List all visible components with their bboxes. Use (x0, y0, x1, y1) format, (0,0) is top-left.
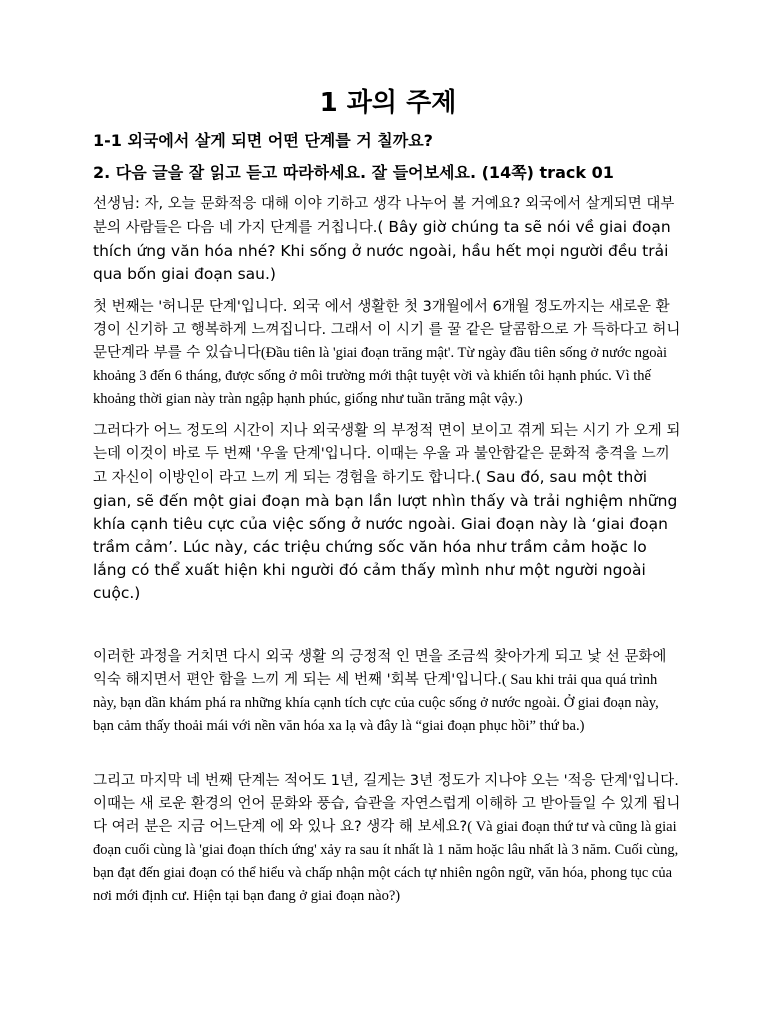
vietnamese-translation: ( Bây giờ chúng ta sẽ nói về giai đoạn thích ứng văn hóa nhé? Khi sống ở nước ngoài, hầu hết mọi người đều trải qua bốn giai đoạn sau.) (93, 218, 671, 283)
section-heading: 1-1 외국에서 살게 되면 어떤 단계를 거 칠까요? (93, 131, 433, 150)
korean-text: 첫 번째는 '허니문 단계'입니다. 외국 에서 생활한 첫 3개월에서 6개월 정도까지는 새로운 환경이 신기하 고 행복하게 느껴집니다. 그래서 이 시기 를 꿀 같은 달콤함으로 가 득하다고 허니문단계라 부를 수 있습니다 (93, 299, 681, 361)
paragraph-adaptation (93, 770, 683, 908)
paragraph-intro (93, 193, 683, 286)
korean-text: 선생님: 자, 오늘 문화적응 대해 이야 기하고 생각 나누어 볼 거예요? 외국에서 살게되면 대부 분의 사람들은 다음 네 가지 단계를 거칩니다. (93, 196, 675, 236)
vietnamese-translation: (Đầu tiên là 'giai đoạn trăng mật'. Từ ngày đầu tiên sống ở nước ngoài khoảng 3 đến 6 tháng, được sống ở môi trường mới thật tuyệt vời và khiến tôi hạnh phúc. Vì thế khoảng thời gian này tràn ngập hạnh phúc, giống như tuần trăng mật vậy.) (93, 345, 667, 407)
korean-text: 그러다가 어느 정도의 시간이 지나 외국생활 의 부정적 면이 보이고 겪게 되는 시기 가 오게 되는데 이것이 바로 두 번째 '우울 단계'입니다. 이때는 우울 과 불안함같은 문화적 충격을 느끼고 자신이 이방인이 라고 느끼 게 되는 경험을 하기도 합니다. (93, 423, 681, 486)
paragraph-depression (93, 420, 683, 605)
paragraph-recovery (93, 646, 683, 738)
korean-text: 그리고 마지막 네 번째 단계는 적어도 1년, 길게는 3년 정도가 지나야 오는 '적응 단계'입니다. 이때는 새 로운 환경의 언어 문화와 풍습, 습관을 자연스럽게 이해하 고 받아들일 수 있게 됩니다 여러 분은 지금 어느단계 에 와 있나 요? 생각 해 보세요? (93, 773, 681, 835)
paragraph-honeymoon (93, 296, 683, 411)
vietnamese-translation: ( Sau khi trải qua quá trình này, bạn dần khám phá ra những khía cạnh tích cực của cuộc sống ở nước ngoài. Ở giai đoạn này, bạn cảm thấy thoải mái với nền văn hóa xa lạ và đây là “giai đoạn phục hồi” thứ ba.) (93, 672, 659, 734)
exercise-instruction: 2. 다음 글을 잘 읽고 듣고 따라하세요. 잘 들어보세요. (14쪽) track 01 (93, 163, 614, 182)
page-title: 1 과의 주제 (319, 88, 457, 118)
vietnamese-translation: ( Sau đó, sau một thời gian, sẽ đến một giai đoạn mà bạn lần lượt nhìn thấy và trải nghiệm những khía cạnh tiêu cực của việc sống ở nước ngoài. Giai đoạn này là ‘giai đoạn trầm cảm’. Lúc này, các triệu chứng sốc văn hóa như trầm cảm hoặc lo lắng có thể xuất hiện khi người đó cảm thấy mình như một người ngoài cuộc.) (93, 468, 678, 602)
korean-text: 이러한 과정을 거치면 다시 외국 생활 의 긍정적 인 면을 조금씩 찾아가게 되고 낯 선 문화에 익숙 해지면서 편안 함을 느끼 게 되는 세 번째 '회복 단계'입니다. (93, 649, 667, 688)
vietnamese-translation: ( Và giai đoạn thứ tư và cũng là giai đoạn cuối cùng là 'giai đoạn thích ứng' xảy ra sau ít nhất là 1 năm hoặc lâu nhất là 3 năm. Cuối cùng, bạn đạt đến giai đoạn có thể hiểu và chấp nhận một cách tự nhiên ngôn ngữ, văn hóa, phong tục của nơi mới định cư. Hiện tại bạn đang ở giai đoạn nào?) (93, 819, 679, 904)
